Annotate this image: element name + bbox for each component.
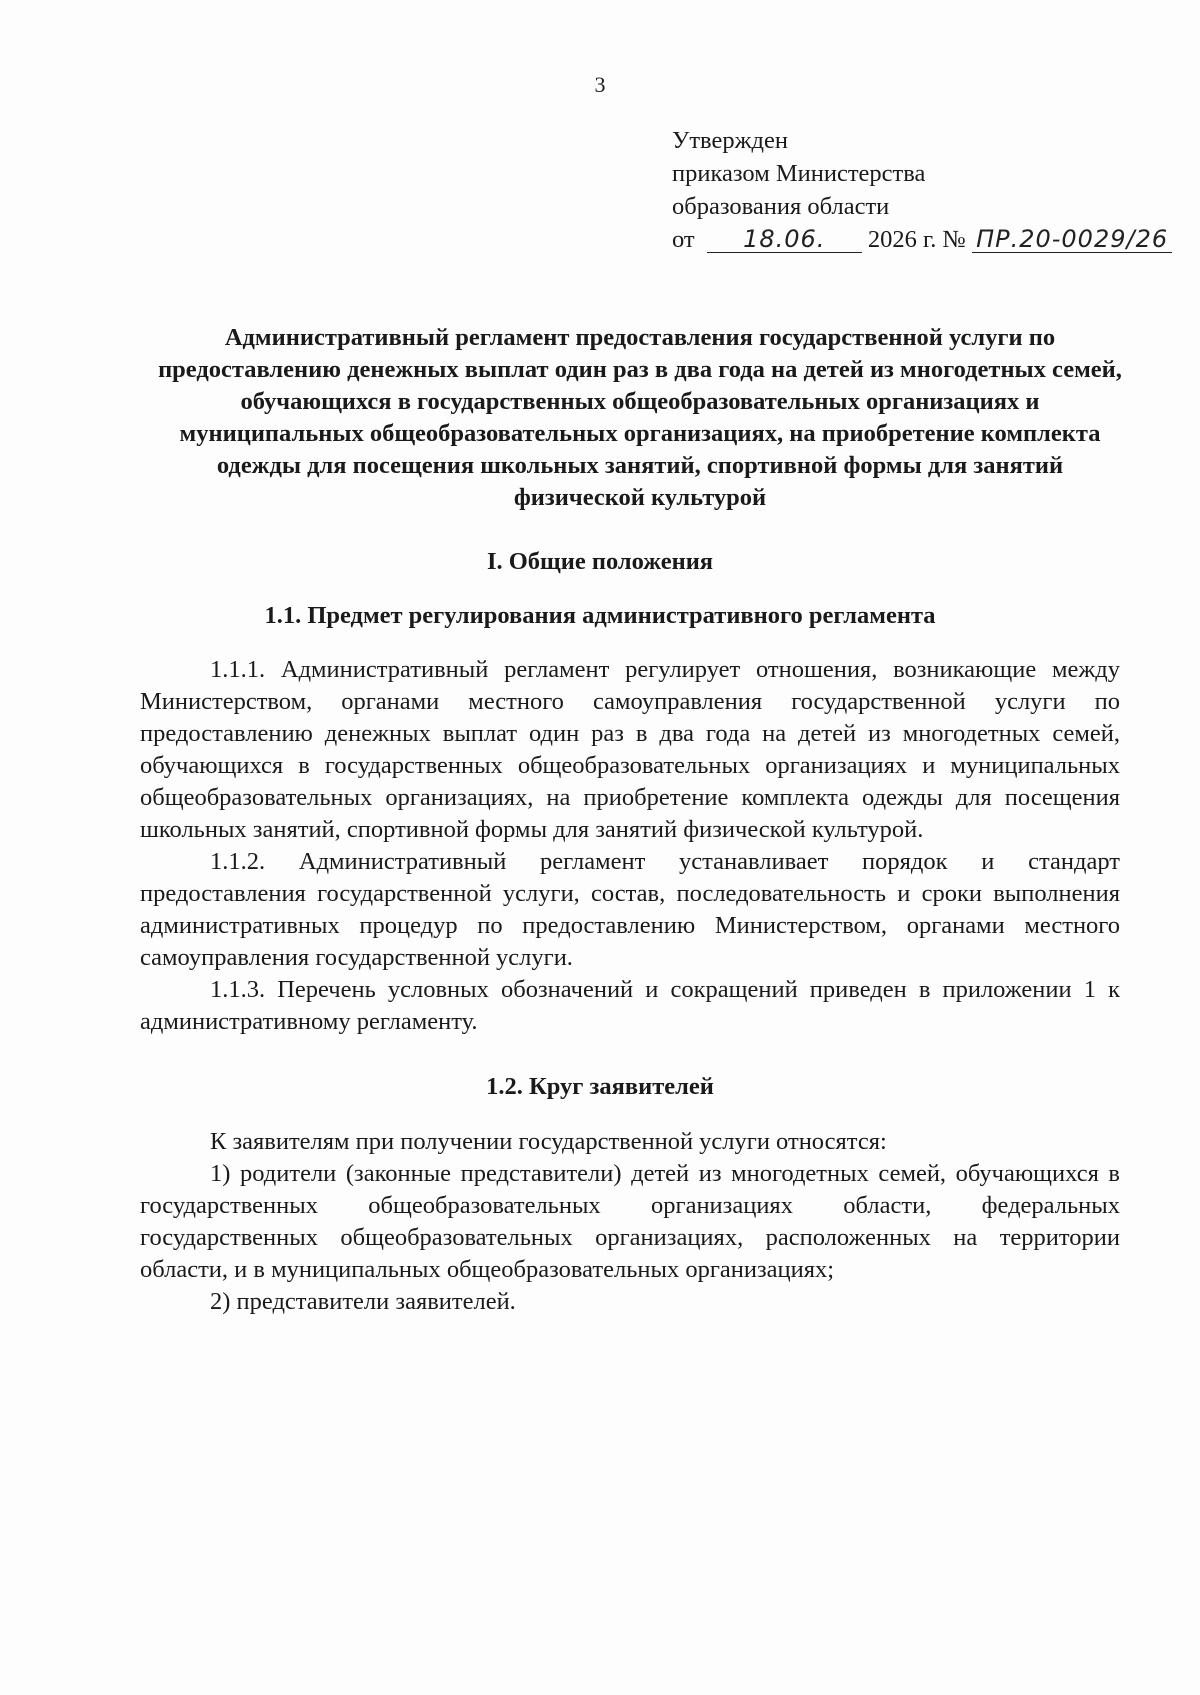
approval-line-ministry: образования области <box>672 193 890 220</box>
paragraph-1-1-1: 1.1.1. Административный регламент регулирует отношения, возникающие между Министерством, органами местного самоуправления государственной услуги по предоставлению денежных выплат один раз в два года на детей из многодетных семей, обучающихся в государственных общеобразовательных организациях и муниципальных общеобразовательных организациях, на приобретение комплекта одежды для посещения школьных занятий, спортивной формы для занятий физической культурой. <box>140 656 1120 843</box>
approval-block <box>672 124 1172 256</box>
paragraph-applicants-item-1: 1) родители (законные представители) детей из многодетных семей, обучающихся в государственных общеобразовательных организациях области, федеральных государственных общеобразовательных организациях, расположенных на территории области, и в муниципальных общеобразовательных организациях; <box>140 1160 1120 1283</box>
paragraph-1-1-3: 1.1.3. Перечень условных обозначений и сокращений приведен в приложении 1 к административному регламенту. <box>140 976 1120 1035</box>
subsection-heading-subject: 1.1. Предмет регулирования административного регламента <box>264 602 936 629</box>
handwritten-date: 18.06. <box>707 226 862 253</box>
subsection-1-2-body <box>140 1126 1120 1318</box>
approval-line-approved: Утвержден <box>672 127 788 154</box>
handwritten-document-number: ПР.20-0029/26 <box>972 226 1172 253</box>
document-title: Административный регламент предоставления государственной услуги по предоставлению денежных выплат один раз в два года на детей из многодетных семей, обучающихся в государственных общеобразовательных организациях и муниципальных общеобразовательных организациях, на приобретение комплекта одежды для посещения школьных занятий, спортивной формы для занятий физической культурой <box>158 324 1122 511</box>
section-heading-general: I. Общие положения <box>486 548 714 575</box>
paragraph-applicants-intro: К заявителям при получении государственной услуги относятся: <box>210 1128 887 1155</box>
approval-line-order: приказом Министерства <box>672 160 926 187</box>
paragraph-1-1-2: 1.1.2. Административный регламент устанавливает порядок и стандарт предоставления государственной услуги, состав, последовательность и сроки выполнения административных процедур по предоставлению Министерством, органами местного самоуправления государственной услуги. <box>140 848 1120 971</box>
subsection-heading-applicants: 1.2. Круг заявителей <box>486 1073 714 1100</box>
year-and-number-label: 2026 г. № <box>867 226 966 253</box>
subsection-1-1-body <box>140 654 1120 1038</box>
date-prefix: от <box>672 226 695 253</box>
paragraph-applicants-item-2: 2) представители заявителей. <box>210 1288 516 1315</box>
approval-date-line <box>672 223 1172 256</box>
page-number: 3 <box>594 72 606 97</box>
